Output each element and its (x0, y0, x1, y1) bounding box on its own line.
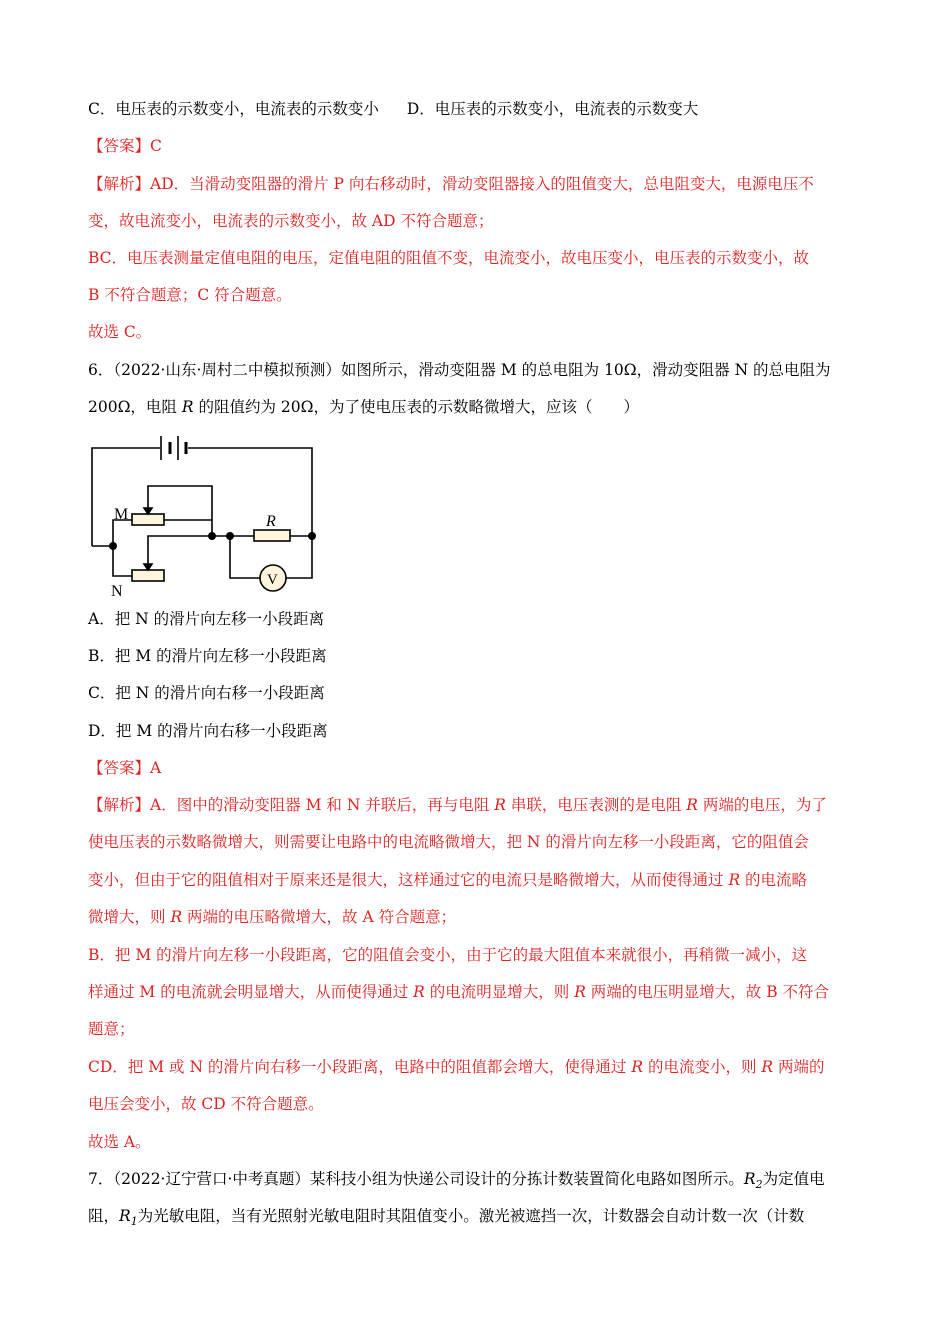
wire-n-left (113, 546, 132, 576)
variable-r: R (574, 983, 586, 1001)
stem-text: 为光敏电阻，当有光照射光敏电阻时其阻值变小。激光被遮挡一次，计数器会自动计数一次（计数 (137, 1207, 805, 1225)
analysis-text: 故选 A。 (88, 1133, 151, 1151)
junction-dot (208, 532, 216, 540)
analysis-text: 的电流变小，则 (643, 1058, 762, 1076)
q6-stem-line (88, 396, 639, 418)
wire-m-slider (148, 486, 212, 536)
analysis-text: 两端的电压明显增大，故 B 不符合 (585, 983, 830, 1001)
variable-r: R (743, 1170, 756, 1188)
resistor-r (254, 530, 290, 541)
wire-top-right (188, 448, 312, 536)
label-r: R (266, 513, 276, 530)
analysis-text: 微增大，则 (88, 908, 171, 926)
slider-m-arrow (144, 508, 152, 514)
analysis-text: 两端的电压，为了 (697, 796, 827, 814)
q6-analysis-line (88, 944, 807, 966)
variable-r: R (761, 1058, 774, 1076)
q5-analysis-line: 【解析】AD．当滑动变阻器的滑片 P 向右移动时，滑动变阻器接入的阻值变大，总电阻变大，电源电压不 (88, 175, 814, 193)
q6-analysis-line (88, 1131, 151, 1153)
q6-option-a: A．把 N 的滑片向左移一小段距离 (88, 610, 325, 628)
junction-dot (308, 532, 316, 540)
q6-analysis-line (88, 831, 809, 853)
subscript: 2 (755, 1178, 763, 1192)
analysis-text: 变小，但由于它的阻值相对于原来还是很大，这样通过它的电流只是略微增大，从而使得通过 (88, 871, 729, 889)
junction-dot (109, 542, 117, 550)
label-n: N (111, 583, 123, 600)
q6-option-d: D．把 M 的滑片向右移一小段距离 (88, 722, 328, 740)
q5-option-c (88, 98, 698, 120)
option-d-text: D．电压表的示数变小，电流表的示数变大 (406, 100, 699, 118)
analysis-text: 题意； (88, 1020, 135, 1038)
q7-stem-line (88, 1168, 825, 1196)
analysis-text: 样通过 M 的电流就会明显增大，从而使得通过 (88, 983, 414, 1001)
variable-r: R (170, 908, 183, 926)
label-m: M (114, 506, 129, 523)
analysis-text: 两端的电压略微增大，故 A 符合题意； (182, 908, 457, 926)
stem-text: 的阻值约为 20Ω，为了使电压表的示数略微增大，应该（ ） (193, 398, 639, 416)
option-c-text: C．电压表的示数变小，电流表的示数变小 (88, 100, 379, 118)
q5-analysis-line: B 不符合题意；C 符合题意。 (88, 286, 292, 304)
analysis-text: 使电压表的示数略微增大，则需要让电路中的电流略微增大，把 N 的滑片向左移一小段距离，它的阻值会 (88, 833, 809, 851)
q6-option-b: B．把 M 的滑片向左移一小段距离 (88, 647, 327, 665)
q6-analysis-line (88, 906, 456, 928)
wire-v-left (230, 536, 260, 578)
analysis-text: 电压会变小，故 CD 不符合题意。 (88, 1095, 324, 1113)
q5-answer: 【答案】C (88, 137, 162, 155)
wire-v-right (286, 536, 312, 578)
variable-r: R (119, 1207, 131, 1225)
analysis-text: 【解析】A．图中的滑动变阻器 M 和 N 并联后，再与电阻 (88, 796, 495, 814)
q6-option-c: C．把 N 的滑片向右移一小段距离 (88, 684, 325, 702)
wire-m-left (113, 520, 132, 546)
q6-analysis-line (88, 1093, 324, 1115)
variable-r: R (686, 796, 698, 814)
variable-r: R (728, 871, 741, 889)
circuit-diagram (82, 428, 332, 603)
analysis-text: 两端的 (773, 1058, 825, 1076)
q7-stem-line (88, 1205, 804, 1233)
variable-r: R (413, 983, 425, 1001)
analysis-text: 的电流略 (740, 871, 808, 889)
q6-analysis-line (88, 869, 807, 891)
analysis-text: B．把 M 的滑片向左移一小段距离，它的阻值会变小，由于它的最大阻值本来就很小，再稍微一减小，这 (88, 946, 808, 964)
variable-r: R (494, 796, 506, 814)
junction-dot (226, 532, 234, 540)
q6-analysis-line (88, 794, 827, 816)
q5-conclusion: 故选 C。 (88, 323, 152, 341)
q5-analysis-line: 变，故电流变小，电流表的示数变小，故 AD 不符合题意； (88, 212, 494, 230)
q6-stem-line: 6．（2022·山东·周村二中模拟预测）如图所示，滑动变阻器 M 的总电阻为 10Ω，滑动变阻器 N 的总电阻为 (88, 361, 831, 379)
variable-r: R (181, 398, 194, 416)
analysis-text: 的电流明显增大，则 (424, 983, 575, 1001)
stem-text: 为定值电 (762, 1170, 825, 1188)
label-v: V (267, 572, 278, 588)
slider-n-arrow (144, 564, 152, 570)
q6-analysis-line (88, 981, 829, 1003)
subscript: 1 (130, 1215, 138, 1229)
analysis-text: CD．把 M 或 N 的滑片向右移一小段距离，电路中的阻值都会增大，使得通过 (88, 1058, 632, 1076)
stem-text: 阻， (88, 1207, 120, 1225)
q5-analysis-line: BC．电压表测量定值电阻的电压，定值电阻的阻值不变，电流变小，故电压变小，电压表的示数变小，故 (88, 249, 810, 267)
q6-answer: 【答案】A (88, 759, 162, 777)
wire-left-top (92, 448, 160, 546)
variable-r: R (631, 1058, 644, 1076)
q6-analysis-line (88, 1018, 135, 1040)
rheostat-m (132, 514, 164, 525)
q6-analysis-line (88, 1056, 825, 1078)
wire-n-slider (148, 536, 212, 569)
rheostat-n (132, 570, 164, 581)
stem-text: 200Ω，电阻 (88, 398, 182, 416)
stem-text: 7．（2022·辽宁营口·中考真题）某科技小组为快递公司设计的分拣计数装置简化电路如图所示。 (88, 1170, 744, 1188)
analysis-text: 串联，电压表测的是电阻 (505, 796, 687, 814)
